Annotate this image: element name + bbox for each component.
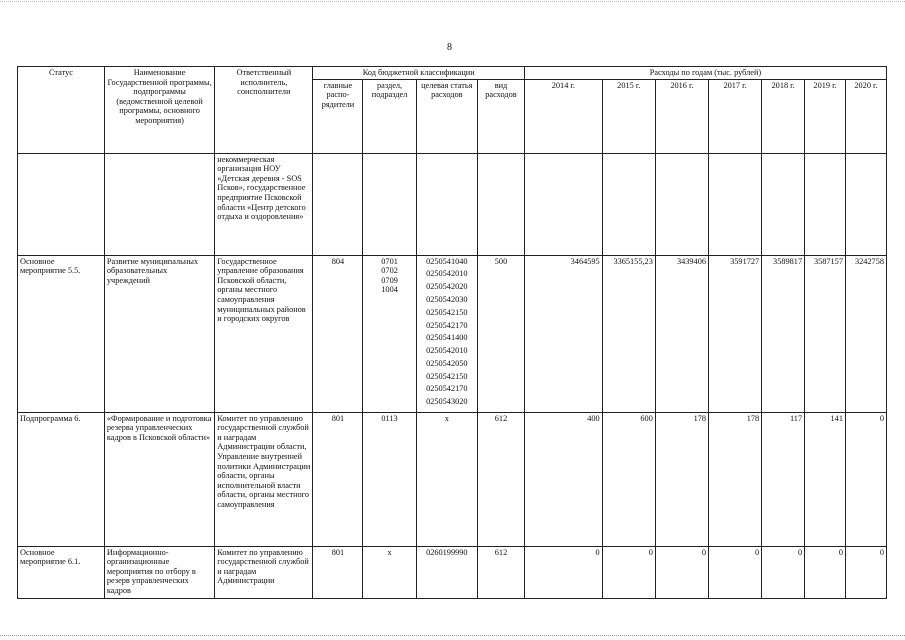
target-code: 0250543020 [426, 397, 468, 407]
cell-razdel [363, 255, 416, 412]
cell-value-2015: 3365155,23 [602, 255, 655, 412]
page-number: 8 [447, 42, 452, 53]
header-vid: вид расходов [477, 79, 524, 153]
cell-responsible: Комитет по управлению государственной службой и наградам Администрации области, Управление внутренней политики Администрации области, органы исполнительной власти области, органы местного самоуправления [215, 412, 313, 546]
cell-value-2015: 0 [602, 546, 655, 598]
cell-value-2014: 0 [525, 546, 603, 598]
cell-target: 0260199990 [416, 546, 477, 598]
cell-responsible: Государственное управление образования Псковской области, органы местного самоуправления муниципальных районов и городских округов [215, 255, 313, 412]
table-row [18, 546, 887, 598]
target-code: 0250541400 [426, 333, 468, 343]
target-code: 0250542050 [426, 358, 468, 368]
cell-value-2017: 0 [709, 546, 762, 598]
target-code: 0250542010 [426, 269, 468, 279]
target-code: 0250542150 [426, 307, 468, 317]
cell-responsible: Комитет по управлению государственной службой и наградам Администрации [215, 546, 313, 598]
cell-vid: 612 [477, 546, 524, 598]
cell-value-2016: 0 [655, 546, 708, 598]
target-code: 0250542170 [426, 384, 468, 394]
cell-value-2014: 3464595 [525, 255, 603, 412]
header-budget-code: Код бюджетной классификации [313, 67, 525, 80]
header-razdel: раздел, подраздел [363, 79, 416, 153]
cell-value-2019: 3587157 [805, 255, 846, 412]
target-code: 0250542010 [426, 346, 468, 356]
cell-name: Информационно-организационные мероприятия по отбору в резерв управленческих кадров [104, 546, 214, 598]
razdel-code: 0709 [381, 275, 398, 285]
header-row-top [18, 67, 887, 80]
header-name: Наименование Государственной программы, подпрограммы (ведомственной целевой программы, основного мероприятия) [104, 67, 214, 154]
cell-target [416, 255, 477, 412]
cell-value-2018: 117 [762, 412, 805, 546]
cell-value-2014: 400 [525, 412, 603, 546]
cell-target: x [416, 412, 477, 546]
cell-value-2017: 178 [709, 412, 762, 546]
target-code: 0250542150 [426, 371, 468, 381]
razdel-code: 0702 [381, 266, 398, 276]
cell-name: Развитие муниципальных образовательных учреждений [104, 255, 214, 412]
cell-value-2019: 141 [805, 412, 846, 546]
cell-name [104, 153, 214, 255]
header-year-2016: 2016 г. [655, 79, 708, 153]
cell-razdel: x [363, 546, 416, 598]
cell-glavnye: 801 [313, 546, 363, 598]
cell-value-2015: 600 [602, 412, 655, 546]
cell-glavnye: 801 [313, 412, 363, 546]
header-year-2018: 2018 г. [762, 79, 805, 153]
budget-table [17, 66, 887, 599]
cell-value-2020: 0 [845, 546, 886, 598]
cell-responsible: некоммерческая организация НОУ «Детская деревня - SOS Псков», государственное предприятие Псковской области «Центр детского отдыха и оздоровления» [215, 153, 313, 255]
cell-status: Основное мероприятие 5.5. [18, 255, 105, 412]
target-code: 0250542030 [426, 294, 468, 304]
header-responsible: Ответственный исполнитель, соисполнители [215, 67, 313, 154]
cell-vid: 612 [477, 412, 524, 546]
header-year-2014: 2014 г. [525, 79, 603, 153]
razdel-code: 1004 [381, 285, 398, 295]
header-status: Статус [18, 67, 105, 154]
target-code: 0250541040 [426, 256, 468, 266]
cell-status: Подпрограмма 6. [18, 412, 105, 546]
cell-value-2020: 0 [845, 412, 886, 546]
target-code: 0250542170 [426, 320, 468, 330]
target-code: 0250542020 [426, 282, 468, 292]
cell-value-2018: 3589817 [762, 255, 805, 412]
cell-value-2020: 3242758 [845, 255, 886, 412]
header-glavnye: главные распо-рядители [313, 79, 363, 153]
header-year-2017: 2017 г. [709, 79, 762, 153]
header-expenses: Расходы по годам (тыс. рублей) [525, 67, 887, 80]
header-year-2020: 2020 г. [845, 79, 886, 153]
cell-name: «Формирование и подготовка резерва управленческих кадров в Псковской области» [104, 412, 214, 546]
table-row-continuation [18, 153, 887, 255]
razdel-code: 0701 [381, 256, 398, 266]
cell-value-2016: 3439406 [655, 255, 708, 412]
cell-status [18, 153, 105, 255]
page-bottom-edge [0, 635, 905, 637]
cell-glavnye: 804 [313, 255, 363, 412]
header-target: целевая статья расходов [416, 79, 477, 153]
table-row [18, 412, 887, 546]
header-year-2015: 2015 г. [602, 79, 655, 153]
cell-value-2016: 178 [655, 412, 708, 546]
table-row [18, 255, 887, 412]
header-year-2019: 2019 г. [805, 79, 846, 153]
cell-status: Основное мероприятие 6.1. [18, 546, 105, 598]
page-top-edge [0, 1, 905, 3]
cell-value-2019: 0 [805, 546, 846, 598]
cell-value-2017: 3591727 [709, 255, 762, 412]
cell-value-2018: 0 [762, 546, 805, 598]
cell-razdel: 0113 [363, 412, 416, 546]
cell-vid: 500 [477, 255, 524, 412]
